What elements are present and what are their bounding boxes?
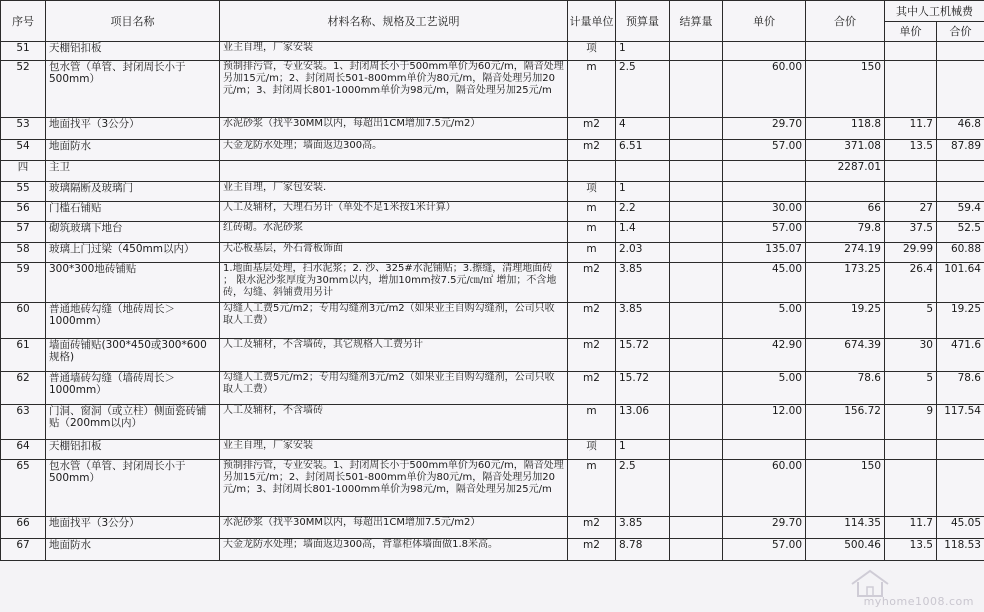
cell-budget-qty: 3.85 bbox=[616, 303, 670, 339]
cell-labor-price bbox=[885, 440, 937, 460]
cell-labor-total: 117.54 bbox=[937, 405, 984, 440]
cell-name: 墙面砖铺贴(300*450或300*600规格) bbox=[46, 339, 220, 372]
table-row bbox=[1, 517, 984, 539]
cell-budget-qty bbox=[616, 161, 670, 182]
cell-total: 118.8 bbox=[806, 118, 885, 140]
cell-settle-qty bbox=[670, 118, 723, 140]
cell-unit: m bbox=[568, 405, 616, 440]
cell-price: 57.00 bbox=[723, 222, 806, 243]
cell-labor-total: 19.25 bbox=[937, 303, 984, 339]
cell-price: 5.00 bbox=[723, 372, 806, 405]
cell-labor-total: 101.64 bbox=[937, 263, 984, 303]
cell-labor-price: 13.5 bbox=[885, 539, 937, 561]
cell-total bbox=[806, 182, 885, 202]
table-body bbox=[1, 42, 984, 561]
cell-name: 地面找平（3公分） bbox=[46, 118, 220, 140]
cell-name: 普通地砖勾缝（地砖周长＞1000mm） bbox=[46, 303, 220, 339]
cell-desc: 业主自理，厂家包安装. bbox=[220, 182, 568, 202]
cell-labor-total bbox=[937, 42, 984, 61]
cell-settle-qty bbox=[670, 372, 723, 405]
cell-name: 包水管（单管、封闭周长小于500mm） bbox=[46, 460, 220, 517]
cell-total: 173.25 bbox=[806, 263, 885, 303]
col-header-budget-qty: 预算量 bbox=[616, 1, 670, 42]
cell-desc: 业主自理，厂家安装 bbox=[220, 440, 568, 460]
cell-labor-price: 27 bbox=[885, 202, 937, 222]
cell-total: 19.25 bbox=[806, 303, 885, 339]
cell-price: 30.00 bbox=[723, 202, 806, 222]
cell-no: 66 bbox=[1, 517, 46, 539]
cell-name: 地面防水 bbox=[46, 140, 220, 161]
cell-labor-price bbox=[885, 61, 937, 118]
table-row bbox=[1, 303, 984, 339]
cell-no: 四 bbox=[1, 161, 46, 182]
col-header-labor-total: 合价 bbox=[937, 22, 984, 42]
cell-settle-qty bbox=[670, 182, 723, 202]
cell-no: 56 bbox=[1, 202, 46, 222]
cell-no: 58 bbox=[1, 243, 46, 263]
cell-labor-total bbox=[937, 161, 984, 182]
cell-labor-total: 471.6 bbox=[937, 339, 984, 372]
table-row bbox=[1, 263, 984, 303]
cell-budget-qty: 15.72 bbox=[616, 339, 670, 372]
cell-settle-qty bbox=[670, 202, 723, 222]
cell-no: 52 bbox=[1, 61, 46, 118]
cell-name: 普通墙砖勾缝（墙砖周长＞1000mm） bbox=[46, 372, 220, 405]
col-header-name: 项目名称 bbox=[46, 1, 220, 42]
cell-settle-qty bbox=[670, 161, 723, 182]
cell-no: 62 bbox=[1, 372, 46, 405]
cell-desc: 人工及辅材，大理石另计（单处不足1米按1米计算） bbox=[220, 202, 568, 222]
cell-settle-qty bbox=[670, 539, 723, 561]
cell-labor-total: 52.5 bbox=[937, 222, 984, 243]
table-row bbox=[1, 161, 984, 182]
cell-labor-price: 11.7 bbox=[885, 118, 937, 140]
cell-labor-price: 5 bbox=[885, 303, 937, 339]
cell-labor-price bbox=[885, 42, 937, 61]
cell-name: 门洞、窗洞（或立柱）侧面瓷砖铺贴（200mm以内） bbox=[46, 405, 220, 440]
cell-unit: m2 bbox=[568, 339, 616, 372]
cell-desc: 大金龙防水处理；墙面返边300高，背靠柜体墙面做1.8米高。 bbox=[220, 539, 568, 561]
col-header-price: 单价 bbox=[723, 1, 806, 42]
cell-desc: 水泥砂浆（找平30MM以内，每超出1CM增加7.5元/m2） bbox=[220, 118, 568, 140]
cell-unit: m2 bbox=[568, 303, 616, 339]
cell-unit bbox=[568, 161, 616, 182]
cell-labor-price: 5 bbox=[885, 372, 937, 405]
cell-desc: 业主自理，厂家安装 bbox=[220, 42, 568, 61]
cell-settle-qty bbox=[670, 140, 723, 161]
cell-no: 67 bbox=[1, 539, 46, 561]
cell-settle-qty bbox=[670, 243, 723, 263]
cell-labor-total bbox=[937, 61, 984, 118]
cell-desc: 1.地面基层处理，扫水泥浆；2. 沙、325#水泥铺贴；3.擦缝，清理地面砖 ； 限水泥沙浆厚度为30mm以内，增加10mm按7.5元/㎝/㎡ 增加；不含地砖，勾缝、斜铺费用另计 bbox=[220, 263, 568, 303]
table-row bbox=[1, 42, 984, 61]
cell-unit: m bbox=[568, 202, 616, 222]
cell-budget-qty: 1 bbox=[616, 182, 670, 202]
cell-price bbox=[723, 161, 806, 182]
cell-settle-qty bbox=[670, 263, 723, 303]
table-row bbox=[1, 243, 984, 263]
cell-name: 门槛石铺贴 bbox=[46, 202, 220, 222]
cell-settle-qty bbox=[670, 440, 723, 460]
cell-budget-qty: 1 bbox=[616, 440, 670, 460]
cell-labor-price bbox=[885, 460, 937, 517]
cell-price: 45.00 bbox=[723, 263, 806, 303]
cell-total: 274.19 bbox=[806, 243, 885, 263]
col-header-labor-group: 其中人工机械费 bbox=[885, 1, 984, 22]
cell-labor-price bbox=[885, 182, 937, 202]
cell-no: 60 bbox=[1, 303, 46, 339]
cell-budget-qty: 3.85 bbox=[616, 263, 670, 303]
table-row bbox=[1, 222, 984, 243]
cell-total bbox=[806, 440, 885, 460]
table-row bbox=[1, 460, 984, 517]
cell-settle-qty bbox=[670, 517, 723, 539]
cell-labor-price: 26.4 bbox=[885, 263, 937, 303]
cell-price bbox=[723, 440, 806, 460]
cell-labor-price: 29.99 bbox=[885, 243, 937, 263]
col-header-no: 序号 bbox=[1, 1, 46, 42]
cell-no: 59 bbox=[1, 263, 46, 303]
cell-budget-qty: 15.72 bbox=[616, 372, 670, 405]
table-row bbox=[1, 182, 984, 202]
cell-name: 地面找平（3公分） bbox=[46, 517, 220, 539]
cell-budget-qty: 2.2 bbox=[616, 202, 670, 222]
cell-budget-qty: 1.4 bbox=[616, 222, 670, 243]
cell-settle-qty bbox=[670, 460, 723, 517]
cell-price: 42.90 bbox=[723, 339, 806, 372]
cell-labor-total: 87.89 bbox=[937, 140, 984, 161]
table-row bbox=[1, 202, 984, 222]
cell-labor-price bbox=[885, 161, 937, 182]
cell-price: 57.00 bbox=[723, 140, 806, 161]
cell-no: 51 bbox=[1, 42, 46, 61]
cell-total: 79.8 bbox=[806, 222, 885, 243]
cell-total: 371.08 bbox=[806, 140, 885, 161]
cell-price: 29.70 bbox=[723, 118, 806, 140]
cell-total: 156.72 bbox=[806, 405, 885, 440]
cell-settle-qty bbox=[670, 222, 723, 243]
cell-total: 66 bbox=[806, 202, 885, 222]
cell-no: 54 bbox=[1, 140, 46, 161]
cell-name: 包水管（单管、封闭周长小于500mm） bbox=[46, 61, 220, 118]
col-header-unit: 计量单位 bbox=[568, 1, 616, 42]
cell-budget-qty: 2.5 bbox=[616, 460, 670, 517]
cell-labor-price: 13.5 bbox=[885, 140, 937, 161]
table-row bbox=[1, 140, 984, 161]
cell-name: 天棚铝扣板 bbox=[46, 42, 220, 61]
cell-name: 300*300地砖铺贴 bbox=[46, 263, 220, 303]
cell-no: 65 bbox=[1, 460, 46, 517]
cell-budget-qty: 2.03 bbox=[616, 243, 670, 263]
cell-total: 78.6 bbox=[806, 372, 885, 405]
cell-settle-qty bbox=[670, 61, 723, 118]
cell-name: 地面防水 bbox=[46, 539, 220, 561]
table-row bbox=[1, 372, 984, 405]
cell-total: 150 bbox=[806, 460, 885, 517]
cell-budget-qty: 13.06 bbox=[616, 405, 670, 440]
cell-name: 主卫 bbox=[46, 161, 220, 182]
table-row bbox=[1, 405, 984, 440]
col-header-desc: 材料名称、规格及工艺说明 bbox=[220, 1, 568, 42]
house-watermark-icon bbox=[848, 568, 892, 598]
cell-desc bbox=[220, 161, 568, 182]
cell-labor-price: 9 bbox=[885, 405, 937, 440]
cell-price: 60.00 bbox=[723, 61, 806, 118]
cell-labor-total bbox=[937, 460, 984, 517]
col-header-settle-qty: 结算量 bbox=[670, 1, 723, 42]
cell-no: 63 bbox=[1, 405, 46, 440]
cell-no: 57 bbox=[1, 222, 46, 243]
cell-labor-price: 37.5 bbox=[885, 222, 937, 243]
cell-labor-total bbox=[937, 182, 984, 202]
cell-desc: 大芯板基层，外石膏板饰面 bbox=[220, 243, 568, 263]
cell-name: 玻璃上门过梁（450mm以内） bbox=[46, 243, 220, 263]
cell-price bbox=[723, 182, 806, 202]
watermark-text: myhome1008.com bbox=[863, 595, 974, 608]
table-row bbox=[1, 61, 984, 118]
cell-unit: m bbox=[568, 61, 616, 118]
cell-labor-total: 45.05 bbox=[937, 517, 984, 539]
cell-name: 天棚铝扣板 bbox=[46, 440, 220, 460]
cell-name: 砌筑玻璃下地台 bbox=[46, 222, 220, 243]
cell-unit: m2 bbox=[568, 372, 616, 405]
cell-unit: m2 bbox=[568, 140, 616, 161]
cell-desc: 红砖砌。水泥砂浆 bbox=[220, 222, 568, 243]
cell-total bbox=[806, 42, 885, 61]
cell-desc: 预制排污管，专业安装。1、封闭周长小于500mm单价为60元/m，隔音处理另加15元/m；2、封闭周长501-800mm单价为80元/m，隔音处理另加20元/m；3、封闭周长801-1000mm单价为98元/m，隔音处理另加25元/m bbox=[220, 460, 568, 517]
cell-desc: 水泥砂浆（找平30MM以内，每超出1CM增加7.5元/m2） bbox=[220, 517, 568, 539]
cell-total: 500.46 bbox=[806, 539, 885, 561]
cell-settle-qty bbox=[670, 405, 723, 440]
cell-total: 114.35 bbox=[806, 517, 885, 539]
col-header-labor-price: 单价 bbox=[885, 22, 937, 42]
cell-unit: 项 bbox=[568, 440, 616, 460]
table-row bbox=[1, 440, 984, 460]
cell-price: 60.00 bbox=[723, 460, 806, 517]
cell-budget-qty: 2.5 bbox=[616, 61, 670, 118]
col-header-total: 合价 bbox=[806, 1, 885, 42]
cell-unit: m bbox=[568, 460, 616, 517]
cell-price: 135.07 bbox=[723, 243, 806, 263]
cell-labor-total bbox=[937, 440, 984, 460]
cell-budget-qty: 6.51 bbox=[616, 140, 670, 161]
cell-desc: 人工及辅材，不含墙砖 bbox=[220, 405, 568, 440]
cell-price: 57.00 bbox=[723, 539, 806, 561]
cell-labor-total: 46.8 bbox=[937, 118, 984, 140]
table-row bbox=[1, 118, 984, 140]
cell-unit: m2 bbox=[568, 539, 616, 561]
cell-settle-qty bbox=[670, 339, 723, 372]
cell-desc: 勾缝人工费5元/m2；专用勾缝剂3元/m2（如果业主自购勾缝剂，公司只收取人工费） bbox=[220, 372, 568, 405]
cell-desc: 人工及辅材，不含墙砖，其它规格人工费另计 bbox=[220, 339, 568, 372]
cell-budget-qty: 3.85 bbox=[616, 517, 670, 539]
cell-no: 55 bbox=[1, 182, 46, 202]
cell-desc: 大金龙防水处理；墙面返边300高。 bbox=[220, 140, 568, 161]
cell-settle-qty bbox=[670, 42, 723, 61]
cell-labor-total: 118.53 bbox=[937, 539, 984, 561]
cell-unit: 项 bbox=[568, 182, 616, 202]
cell-desc: 预制排污管，专业安装。1、封闭周长小于500mm单价为60元/m，隔音处理另加15元/m；2、封闭周长501-800mm单价为80元/m，隔音处理另加20元/m；3、封闭周长801-1000mm单价为98元/m，隔音处理另加25元/m bbox=[220, 61, 568, 118]
cell-unit: m2 bbox=[568, 517, 616, 539]
cell-price: 12.00 bbox=[723, 405, 806, 440]
cell-no: 64 bbox=[1, 440, 46, 460]
cell-budget-qty: 8.78 bbox=[616, 539, 670, 561]
cell-price bbox=[723, 42, 806, 61]
table-row bbox=[1, 539, 984, 561]
cell-labor-total: 60.88 bbox=[937, 243, 984, 263]
cell-settle-qty bbox=[670, 303, 723, 339]
cell-unit: m bbox=[568, 243, 616, 263]
cell-labor-total: 59.4 bbox=[937, 202, 984, 222]
cell-total: 150 bbox=[806, 61, 885, 118]
cell-desc: 勾缝人工费5元/m2；专用勾缝剂3元/m2（如果业主自购勾缝剂，公司只收取人工费） bbox=[220, 303, 568, 339]
cell-unit: m2 bbox=[568, 263, 616, 303]
cell-no: 53 bbox=[1, 118, 46, 140]
cell-price: 5.00 bbox=[723, 303, 806, 339]
cell-price: 29.70 bbox=[723, 517, 806, 539]
cell-budget-qty: 1 bbox=[616, 42, 670, 61]
table-row bbox=[1, 339, 984, 372]
cell-labor-price: 30 bbox=[885, 339, 937, 372]
cell-unit: m bbox=[568, 222, 616, 243]
cell-total: 674.39 bbox=[806, 339, 885, 372]
cell-total: 2287.01 bbox=[806, 161, 885, 182]
cell-budget-qty: 4 bbox=[616, 118, 670, 140]
cell-name: 玻璃隔断及玻璃门 bbox=[46, 182, 220, 202]
cell-no: 61 bbox=[1, 339, 46, 372]
cell-unit: 项 bbox=[568, 42, 616, 61]
cell-labor-total: 78.6 bbox=[937, 372, 984, 405]
cell-labor-price: 11.7 bbox=[885, 517, 937, 539]
cell-unit: m2 bbox=[568, 118, 616, 140]
